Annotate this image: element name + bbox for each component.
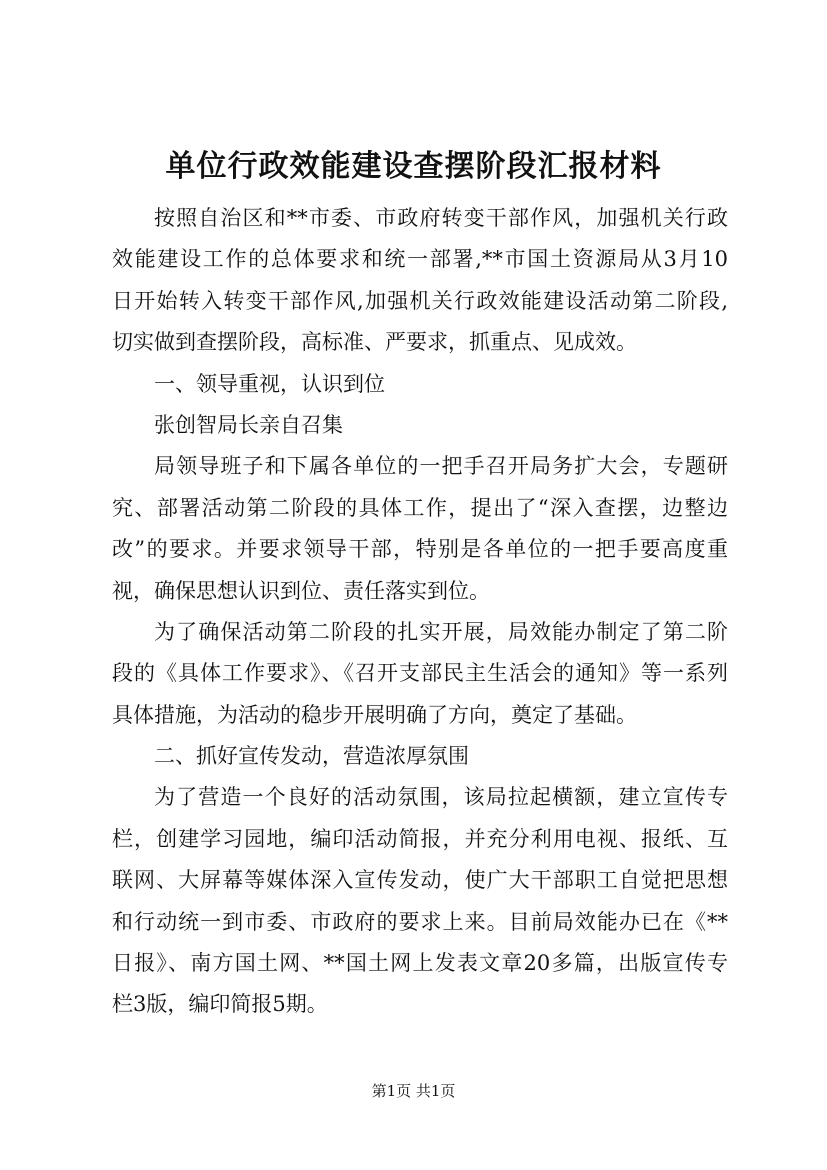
body-text-line: 二、抓好宣传发动，营造浓厚氛围 — [154, 744, 469, 769]
body-text-line: 联网、大屏幕等媒体深入宣传发动，使广大干部职工自觉把思想 — [112, 868, 728, 893]
body-text-line: 改”的要求。并要求领导干部，特别是各单位的一把手要高度重 — [112, 537, 728, 562]
body-text-line: 日开始转入转变干部作风,加强机关行政效能建设活动第二阶段, — [112, 288, 728, 313]
body-text-line: 栏3版，编印简报5期。 — [112, 992, 328, 1017]
body-text-line: 日报》、南方国土网、**国土网上发表文章20多篇，出版宣传专 — [112, 951, 728, 976]
body-text-line: 切实做到查摆阶段，高标准、严要求，抓重点、见成效。 — [112, 330, 637, 355]
body-text-line: 局领导班子和下属各单位的一把手召开局务扩大会，专题研 — [154, 454, 728, 479]
body-text-line: 一、领导重视，认识到位 — [154, 371, 385, 396]
body-text-line: 段的《具体工作要求》、《召开支部民主生活会的通知》等一系列 — [112, 661, 728, 686]
page-number: 第1页 共1页 — [371, 1082, 456, 1100]
body-text-line: 究、部署活动第二阶段的具体工作，提出了“深入查摆，边整边 — [112, 495, 728, 520]
document-title: 单位行政效能建设查摆阶段汇报材料 — [165, 149, 662, 184]
body-text-line: 栏，创建学习园地，编印活动简报，并充分利用电视、报纸、互 — [112, 826, 728, 851]
body-text-line: 具体措施，为活动的稳步开展明确了方向，奠定了基础。 — [112, 702, 637, 727]
body-text-line: 为了确保活动第二阶段的扎实开展，局效能办制定了第二阶 — [154, 619, 728, 644]
body-text-line: 为了营造一个良好的活动氛围，该局拉起横额，建立宣传专 — [154, 785, 728, 810]
body-text-line: 张创智局长亲自召集 — [154, 412, 343, 437]
document-body — [112, 198, 728, 1026]
body-text-line: 效能建设工作的总体要求和统一部署,**市国土资源局从3月10 — [112, 247, 728, 272]
body-text-line: 和行动统一到市委、市政府的要求上来。目前局效能办已在《** — [112, 909, 728, 934]
body-text-line: 视，确保思想认识到位、责任落实到位。 — [112, 578, 490, 603]
body-text-line: 按照自治区和**市委、市政府转变干部作风，加强机关行政 — [154, 206, 728, 230]
